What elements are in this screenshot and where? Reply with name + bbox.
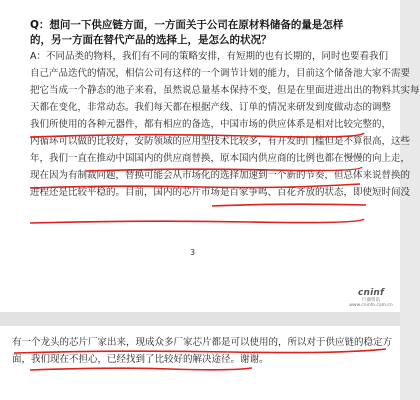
- red-underline: [30, 219, 364, 223]
- answer-line: 把它当成一个静态的池子来看，虽然说总量基本保持不变，但是在里面进进出出的物料其实每: [30, 85, 420, 96]
- document-page-lower: [0, 326, 400, 400]
- answer-line: 天都在变化，非常动态。我们每天都在根据产线、订单的情况来研发到度做动态的调整: [30, 102, 392, 113]
- logo-word: cninf: [357, 288, 385, 298]
- answer-line: 有一个龙头的芯片厂家出来，现成众多厂家芯片都是可以使用的，所以对于供应链的稳定方: [12, 337, 393, 348]
- answer-line: 进程还是比较平稳的。目前，国内的芯片市场是百家争鸣、百花齐放的状态，即使短时间没: [30, 187, 411, 198]
- red-underline: [30, 368, 252, 370]
- answer-line: A：不同品类的物料，我们有不同的策略安排，有短期的也有长期的，同时也要看我们: [30, 51, 388, 62]
- red-underline: [212, 204, 366, 206]
- answer-line: 面，我们现在不担心，已经找到了比较好的解决途径。谢谢。: [12, 354, 269, 365]
- cninfo-watermark-logo: [342, 288, 400, 308]
- logo-sub: 巨潮资讯 www.cninfo.com.cn: [349, 298, 393, 308]
- question-text: Q：想问一下供应链方面，一方面关于公司在原材料储备的量是怎样的，另一方面在替代产品的选择上，是怎么的状况？: [30, 19, 344, 46]
- answer-paragraph: [30, 48, 420, 201]
- page-number: 3: [190, 248, 196, 257]
- answer-line: 我们所使用的各种元器件，都有相应的备选，中国市场的供应体系是相对比较完整的，: [30, 119, 392, 130]
- answer-line: 自己产品迭代的情况，相信公司有这样的一个调节计划的能力，目前这个储备池大家不需要: [30, 68, 411, 79]
- page-gap: [0, 312, 400, 326]
- answer-line: 内循环可以做的比较好，安防领域的应用型技术比较多，有开发的门槛但是不算很高，这些: [30, 136, 411, 147]
- answer-line: 现在因为有制裁问题，替换可能会从市场化的选择加速到一个新的节奏，但总体来说替换的: [30, 170, 411, 181]
- answer-continuation: [12, 334, 392, 368]
- answer-line: 年，我们一直在推动中国国内的供应商替换，原本国内供应商的比例也都在慢慢的向上走，: [30, 153, 411, 164]
